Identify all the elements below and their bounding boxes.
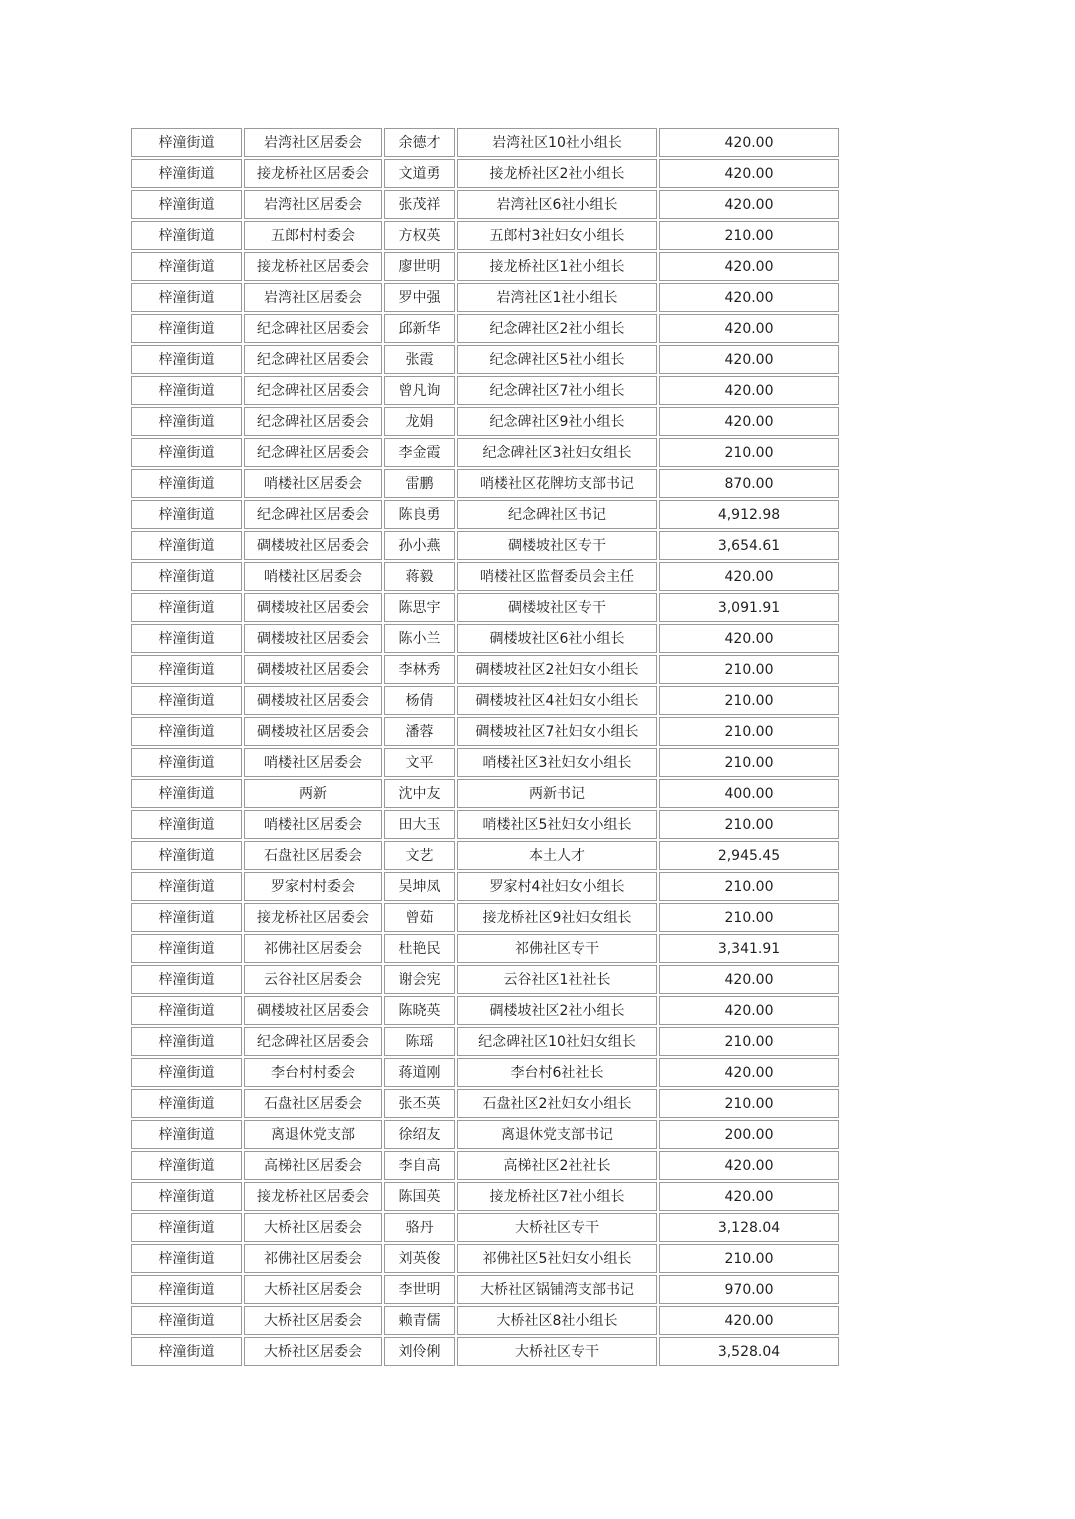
table-row (131, 128, 839, 157)
cell-street: 梓潼街道 (131, 1058, 242, 1087)
cell-person: 雷鹏 (384, 469, 455, 498)
cell-organization: 哨楼社区居委会 (244, 810, 382, 839)
cell-organization: 岩湾社区居委会 (244, 190, 382, 219)
cell-organization: 纪念碑社区居委会 (244, 407, 382, 436)
cell-organization: 哨楼社区居委会 (244, 469, 382, 498)
cell-street: 梓潼街道 (131, 1151, 242, 1180)
cell-organization: 大桥社区居委会 (244, 1213, 382, 1242)
cell-position: 接龙桥社区1社小组长 (457, 252, 657, 281)
cell-position: 两新书记 (457, 779, 657, 808)
cell-amount: 210.00 (659, 1244, 839, 1273)
table-row (131, 1027, 839, 1056)
table-row (131, 314, 839, 343)
cell-person: 张丕英 (384, 1089, 455, 1118)
table-row (131, 1213, 839, 1242)
table-row (131, 1120, 839, 1149)
cell-street: 梓潼街道 (131, 1275, 242, 1304)
cell-amount: 210.00 (659, 810, 839, 839)
table-row (131, 159, 839, 188)
cell-position: 哨楼社区花牌坊支部书记 (457, 469, 657, 498)
cell-street: 梓潼街道 (131, 903, 242, 932)
cell-person: 蒋毅 (384, 562, 455, 591)
table-row (131, 841, 839, 870)
cell-street: 梓潼街道 (131, 128, 242, 157)
cell-amount: 3,091.91 (659, 593, 839, 622)
cell-amount: 420.00 (659, 965, 839, 994)
cell-person: 文平 (384, 748, 455, 777)
cell-amount: 3,128.04 (659, 1213, 839, 1242)
cell-street: 梓潼街道 (131, 314, 242, 343)
table-row (131, 872, 839, 901)
cell-street: 梓潼街道 (131, 500, 242, 529)
cell-person: 陈瑶 (384, 1027, 455, 1056)
cell-person: 刘英俊 (384, 1244, 455, 1273)
cell-person: 文艺 (384, 841, 455, 870)
cell-position: 岩湾社区10社小组长 (457, 128, 657, 157)
table-body (131, 128, 839, 1366)
cell-street: 梓潼街道 (131, 717, 242, 746)
cell-amount: 210.00 (659, 1027, 839, 1056)
cell-street: 梓潼街道 (131, 345, 242, 374)
cell-street: 梓潼街道 (131, 593, 242, 622)
cell-organization: 碉楼坡社区居委会 (244, 655, 382, 684)
cell-position: 岩湾社区1社小组长 (457, 283, 657, 312)
cell-organization: 接龙桥社区居委会 (244, 252, 382, 281)
table-row (131, 965, 839, 994)
cell-position: 祁佛社区专干 (457, 934, 657, 963)
cell-position: 碉楼坡社区专干 (457, 593, 657, 622)
cell-amount: 420.00 (659, 1151, 839, 1180)
table-row (131, 779, 839, 808)
cell-street: 梓潼街道 (131, 624, 242, 653)
cell-organization: 碉楼坡社区居委会 (244, 624, 382, 653)
cell-organization: 哨楼社区居委会 (244, 748, 382, 777)
cell-organization: 接龙桥社区居委会 (244, 159, 382, 188)
cell-person: 赖青儒 (384, 1306, 455, 1335)
table-row (131, 438, 839, 467)
cell-street: 梓潼街道 (131, 190, 242, 219)
cell-organization: 纪念碑社区居委会 (244, 438, 382, 467)
cell-position: 哨楼社区监督委员会主任 (457, 562, 657, 591)
cell-street: 梓潼街道 (131, 283, 242, 312)
cell-street: 梓潼街道 (131, 1120, 242, 1149)
table-row (131, 345, 839, 374)
table-row (131, 1182, 839, 1211)
cell-position: 碉楼坡社区2社妇女小组长 (457, 655, 657, 684)
cell-organization: 罗家村村委会 (244, 872, 382, 901)
cell-street: 梓潼街道 (131, 655, 242, 684)
cell-person: 罗中强 (384, 283, 455, 312)
cell-amount: 3,341.91 (659, 934, 839, 963)
cell-person: 余德才 (384, 128, 455, 157)
cell-amount: 420.00 (659, 407, 839, 436)
cell-organization: 石盘社区居委会 (244, 1089, 382, 1118)
cell-amount: 420.00 (659, 376, 839, 405)
cell-amount: 210.00 (659, 872, 839, 901)
cell-position: 纪念碑社区5社小组长 (457, 345, 657, 374)
cell-organization: 离退休党支部 (244, 1120, 382, 1149)
table-row (131, 748, 839, 777)
cell-person: 李自高 (384, 1151, 455, 1180)
cell-amount: 870.00 (659, 469, 839, 498)
cell-person: 李世明 (384, 1275, 455, 1304)
table-row (131, 1306, 839, 1335)
cell-amount: 4,912.98 (659, 500, 839, 529)
cell-organization: 纪念碑社区居委会 (244, 1027, 382, 1056)
cell-person: 谢会宪 (384, 965, 455, 994)
cell-person: 陈思宇 (384, 593, 455, 622)
cell-position: 纪念碑社区2社小组长 (457, 314, 657, 343)
cell-person: 张霞 (384, 345, 455, 374)
cell-organization: 纪念碑社区居委会 (244, 314, 382, 343)
cell-organization: 碉楼坡社区居委会 (244, 593, 382, 622)
cell-amount: 420.00 (659, 1182, 839, 1211)
cell-organization: 纪念碑社区居委会 (244, 376, 382, 405)
cell-street: 梓潼街道 (131, 531, 242, 560)
cell-position: 哨楼社区3社妇女小组长 (457, 748, 657, 777)
cell-amount: 420.00 (659, 128, 839, 157)
table-row (131, 376, 839, 405)
cell-person: 杨倩 (384, 686, 455, 715)
cell-organization: 李台村村委会 (244, 1058, 382, 1087)
cell-person: 方权英 (384, 221, 455, 250)
cell-organization: 碉楼坡社区居委会 (244, 531, 382, 560)
cell-person: 徐绍友 (384, 1120, 455, 1149)
table-row (131, 1089, 839, 1118)
cell-position: 大桥社区锅铺湾支部书记 (457, 1275, 657, 1304)
cell-street: 梓潼街道 (131, 748, 242, 777)
cell-organization: 祁佛社区居委会 (244, 1244, 382, 1273)
cell-position: 纪念碑社区10社妇女组长 (457, 1027, 657, 1056)
cell-position: 碉楼坡社区7社妇女小组长 (457, 717, 657, 746)
cell-amount: 210.00 (659, 1089, 839, 1118)
cell-amount: 420.00 (659, 1058, 839, 1087)
cell-street: 梓潼街道 (131, 779, 242, 808)
table-row (131, 1337, 839, 1366)
table-row (131, 407, 839, 436)
cell-street: 梓潼街道 (131, 686, 242, 715)
cell-position: 李台村6社社长 (457, 1058, 657, 1087)
table-row (131, 283, 839, 312)
cell-street: 梓潼街道 (131, 562, 242, 591)
table-row (131, 934, 839, 963)
cell-position: 石盘社区2社妇女小组长 (457, 1089, 657, 1118)
cell-position: 纪念碑社区书记 (457, 500, 657, 529)
cell-person: 吴坤凤 (384, 872, 455, 901)
cell-amount: 420.00 (659, 345, 839, 374)
cell-amount: 420.00 (659, 314, 839, 343)
cell-street: 梓潼街道 (131, 934, 242, 963)
cell-organization: 高梯社区居委会 (244, 1151, 382, 1180)
cell-organization: 接龙桥社区居委会 (244, 1182, 382, 1211)
cell-street: 梓潼街道 (131, 1089, 242, 1118)
cell-amount: 420.00 (659, 190, 839, 219)
cell-person: 廖世明 (384, 252, 455, 281)
cell-street: 梓潼街道 (131, 810, 242, 839)
cell-position: 大桥社区专干 (457, 1337, 657, 1366)
cell-amount: 420.00 (659, 1306, 839, 1335)
cell-position: 接龙桥社区2社小组长 (457, 159, 657, 188)
cell-street: 梓潼街道 (131, 1182, 242, 1211)
cell-position: 罗家村4社妇女小组长 (457, 872, 657, 901)
cell-person: 陈小兰 (384, 624, 455, 653)
cell-amount: 210.00 (659, 438, 839, 467)
cell-organization: 纪念碑社区居委会 (244, 500, 382, 529)
table-row (131, 624, 839, 653)
table-row (131, 1058, 839, 1087)
cell-person: 陈良勇 (384, 500, 455, 529)
table-row (131, 531, 839, 560)
cell-position: 哨楼社区5社妇女小组长 (457, 810, 657, 839)
cell-organization: 祁佛社区居委会 (244, 934, 382, 963)
cell-organization: 接龙桥社区居委会 (244, 903, 382, 932)
cell-street: 梓潼街道 (131, 438, 242, 467)
cell-amount: 3,654.61 (659, 531, 839, 560)
cell-position: 纪念碑社区7社小组长 (457, 376, 657, 405)
cell-position: 接龙桥社区7社小组长 (457, 1182, 657, 1211)
cell-street: 梓潼街道 (131, 841, 242, 870)
cell-organization: 碉楼坡社区居委会 (244, 686, 382, 715)
cell-position: 本土人才 (457, 841, 657, 870)
cell-amount: 3,528.04 (659, 1337, 839, 1366)
cell-organization: 大桥社区居委会 (244, 1337, 382, 1366)
cell-street: 梓潼街道 (131, 159, 242, 188)
cell-amount: 970.00 (659, 1275, 839, 1304)
cell-person: 蒋道刚 (384, 1058, 455, 1087)
cell-person: 曾茹 (384, 903, 455, 932)
table-row (131, 500, 839, 529)
cell-street: 梓潼街道 (131, 376, 242, 405)
cell-position: 纪念碑社区3社妇女组长 (457, 438, 657, 467)
cell-street: 梓潼街道 (131, 252, 242, 281)
cell-position: 碉楼坡社区6社小组长 (457, 624, 657, 653)
table-row (131, 686, 839, 715)
cell-organization: 大桥社区居委会 (244, 1306, 382, 1335)
payment-roster-table (129, 126, 841, 1368)
cell-person: 邱新华 (384, 314, 455, 343)
table-row (131, 562, 839, 591)
cell-organization: 哨楼社区居委会 (244, 562, 382, 591)
cell-person: 文道勇 (384, 159, 455, 188)
cell-amount: 210.00 (659, 717, 839, 746)
cell-organization: 碉楼坡社区居委会 (244, 996, 382, 1025)
cell-street: 梓潼街道 (131, 996, 242, 1025)
cell-street: 梓潼街道 (131, 469, 242, 498)
cell-person: 曾凡询 (384, 376, 455, 405)
cell-street: 梓潼街道 (131, 221, 242, 250)
table-row (131, 655, 839, 684)
cell-organization: 云谷社区居委会 (244, 965, 382, 994)
cell-person: 沈中友 (384, 779, 455, 808)
cell-amount: 200.00 (659, 1120, 839, 1149)
cell-position: 高梯社区2社社长 (457, 1151, 657, 1180)
table-row (131, 810, 839, 839)
cell-amount: 210.00 (659, 686, 839, 715)
cell-person: 陈晓英 (384, 996, 455, 1025)
table-row (131, 221, 839, 250)
cell-position: 祁佛社区5社妇女小组长 (457, 1244, 657, 1273)
cell-position: 五郎村3社妇女小组长 (457, 221, 657, 250)
cell-position: 大桥社区专干 (457, 1213, 657, 1242)
cell-amount: 420.00 (659, 252, 839, 281)
cell-amount: 420.00 (659, 283, 839, 312)
cell-person: 龙娟 (384, 407, 455, 436)
cell-amount: 210.00 (659, 221, 839, 250)
cell-organization: 两新 (244, 779, 382, 808)
table-row (131, 903, 839, 932)
table-row (131, 1244, 839, 1273)
cell-position: 岩湾社区6社小组长 (457, 190, 657, 219)
cell-amount: 210.00 (659, 748, 839, 777)
cell-street: 梓潼街道 (131, 1306, 242, 1335)
cell-street: 梓潼街道 (131, 1337, 242, 1366)
cell-person: 潘蓉 (384, 717, 455, 746)
cell-amount: 420.00 (659, 159, 839, 188)
cell-person: 刘伶俐 (384, 1337, 455, 1366)
cell-street: 梓潼街道 (131, 1027, 242, 1056)
cell-position: 大桥社区8社小组长 (457, 1306, 657, 1335)
cell-organization: 石盘社区居委会 (244, 841, 382, 870)
cell-street: 梓潼街道 (131, 1244, 242, 1273)
cell-position: 碉楼坡社区4社妇女小组长 (457, 686, 657, 715)
table-row (131, 252, 839, 281)
cell-amount: 2,945.45 (659, 841, 839, 870)
cell-street: 梓潼街道 (131, 872, 242, 901)
cell-amount: 420.00 (659, 996, 839, 1025)
table-row (131, 469, 839, 498)
cell-person: 张茂祥 (384, 190, 455, 219)
cell-organization: 纪念碑社区居委会 (244, 345, 382, 374)
cell-person: 李林秀 (384, 655, 455, 684)
cell-position: 接龙桥社区9社妇女组长 (457, 903, 657, 932)
cell-amount: 210.00 (659, 903, 839, 932)
cell-person: 孙小燕 (384, 531, 455, 560)
table-row (131, 190, 839, 219)
table-row (131, 1275, 839, 1304)
table-row (131, 1151, 839, 1180)
cell-position: 碉楼坡社区专干 (457, 531, 657, 560)
cell-person: 李金霞 (384, 438, 455, 467)
cell-position: 云谷社区1社社长 (457, 965, 657, 994)
cell-person: 杜艳民 (384, 934, 455, 963)
cell-organization: 碉楼坡社区居委会 (244, 717, 382, 746)
cell-organization: 岩湾社区居委会 (244, 283, 382, 312)
cell-street: 梓潼街道 (131, 407, 242, 436)
cell-person: 陈国英 (384, 1182, 455, 1211)
cell-amount: 210.00 (659, 655, 839, 684)
cell-street: 梓潼街道 (131, 1213, 242, 1242)
cell-person: 骆丹 (384, 1213, 455, 1242)
table-row (131, 717, 839, 746)
cell-organization: 大桥社区居委会 (244, 1275, 382, 1304)
cell-amount: 420.00 (659, 624, 839, 653)
cell-person: 田大玉 (384, 810, 455, 839)
cell-position: 离退休党支部书记 (457, 1120, 657, 1149)
cell-amount: 400.00 (659, 779, 839, 808)
cell-amount: 420.00 (659, 562, 839, 591)
table-row (131, 593, 839, 622)
cell-position: 纪念碑社区9社小组长 (457, 407, 657, 436)
cell-position: 碉楼坡社区2社小组长 (457, 996, 657, 1025)
table-row (131, 996, 839, 1025)
cell-street: 梓潼街道 (131, 965, 242, 994)
cell-organization: 五郎村村委会 (244, 221, 382, 250)
cell-organization: 岩湾社区居委会 (244, 128, 382, 157)
